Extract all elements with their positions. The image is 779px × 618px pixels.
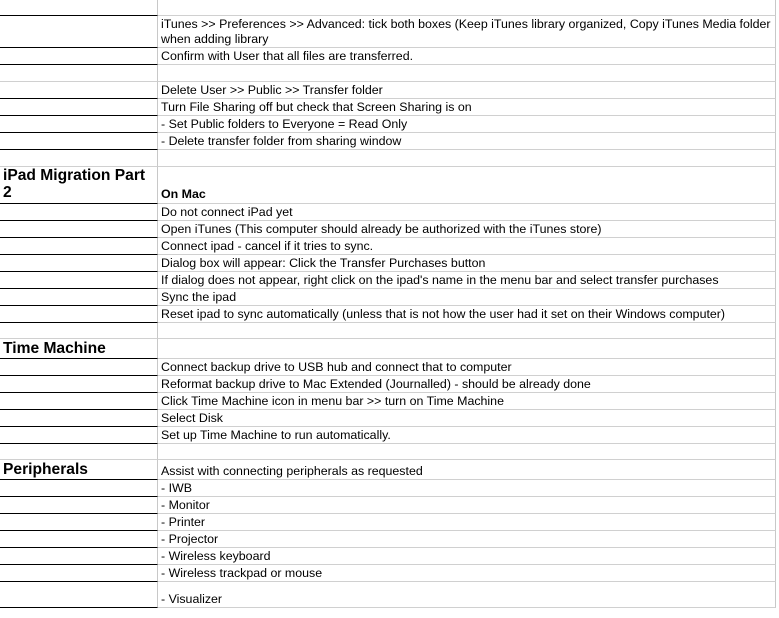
section-cell[interactable] [0,410,158,427]
step-cell[interactable] [158,480,776,497]
step-cell[interactable] [158,339,776,359]
table-row [0,531,779,548]
section-cell[interactable] [0,480,158,497]
section-cell[interactable] [0,548,158,565]
section-cell[interactable] [0,272,158,289]
step-text: Set up Time Machine to run automatically. [161,428,391,442]
table-row [0,376,779,393]
step-text: Dialog box will appear: Click the Transfer Purchases button [161,256,486,270]
step-cell[interactable] [158,167,776,204]
section-cell[interactable] [0,150,158,167]
step-cell[interactable] [158,221,776,238]
section-cell[interactable] [0,339,158,359]
section-heading: Peripherals [3,461,88,478]
step-cell[interactable] [158,514,776,531]
step-cell[interactable] [158,0,776,16]
section-cell[interactable] [0,238,158,255]
section-cell[interactable] [0,65,158,82]
table-row [0,167,779,204]
table-row [0,289,779,306]
step-cell[interactable] [158,289,776,306]
step-text: Click Time Machine icon in menu bar >> turn on Time Machine [161,394,504,408]
step-text: Connect ipad - cancel if it tries to sync. [161,239,374,253]
section-cell[interactable] [0,116,158,133]
table-row [0,238,779,255]
section-cell[interactable] [0,582,158,608]
step-cell[interactable] [158,116,776,133]
section-cell[interactable] [0,48,158,65]
table-row [0,339,779,359]
step-text: Assist with connecting peripherals as requested [161,464,423,478]
table-row [0,514,779,531]
table-row [0,116,779,133]
step-text: Confirm with User that all files are transferred. [161,49,414,63]
table-row [0,133,779,150]
section-cell[interactable] [0,497,158,514]
section-cell[interactable] [0,323,158,339]
section-cell[interactable] [0,427,158,444]
section-cell[interactable] [0,565,158,582]
step-cell[interactable] [158,238,776,255]
section-heading: Time Machine [3,340,106,357]
step-text: Delete User >> Public >> Transfer folder [161,83,383,97]
step-text: - Wireless keyboard [161,549,271,563]
step-cell[interactable] [158,323,776,339]
step-text: Select Disk [161,411,223,425]
table-row [0,204,779,221]
table-row [0,323,779,339]
step-text: Connect backup drive to USB hub and connect that to computer [161,360,512,374]
step-cell[interactable] [158,204,776,221]
step-cell[interactable] [158,82,776,99]
table-row [0,359,779,376]
table-row [0,150,779,167]
step-cell[interactable] [158,444,776,460]
step-cell[interactable] [158,460,776,480]
step-text: Reset ipad to sync automatically (unless that is not how the user had it set on their Windows computer) [161,307,726,321]
section-cell[interactable] [0,460,158,480]
table-row [0,82,779,99]
step-cell[interactable] [158,65,776,82]
table-row [0,548,779,565]
section-cell[interactable] [0,133,158,150]
step-text: - Visualizer [161,592,223,606]
table-row [0,444,779,460]
table-row [0,99,779,116]
section-cell[interactable] [0,359,158,376]
step-cell[interactable] [158,531,776,548]
section-cell[interactable] [0,531,158,548]
step-text: - IWB [161,481,192,495]
section-cell[interactable] [0,444,158,460]
section-cell[interactable] [0,167,158,204]
table-row [0,255,779,272]
step-cell[interactable] [158,48,776,65]
section-cell[interactable] [0,204,158,221]
section-heading: iPad Migration Part 2 [3,167,146,201]
step-cell[interactable] [158,427,776,444]
section-cell[interactable] [0,306,158,323]
step-text: iTunes >> Preferences >> Advanced: tick both boxes (Keep iTunes library organized, Copy iTunes Media folder when adding library [161,17,771,46]
step-text: - Monitor [161,498,210,512]
section-cell[interactable] [0,289,158,306]
step-text: - Delete transfer folder from sharing window [161,134,402,148]
table-row [0,427,779,444]
step-cell[interactable] [158,272,776,289]
section-cell[interactable] [0,16,158,48]
step-cell[interactable] [158,306,776,323]
section-cell[interactable] [0,221,158,238]
table-row [0,497,779,514]
subheading-text: On Mac [161,187,206,201]
step-cell[interactable] [158,393,776,410]
step-cell[interactable] [158,376,776,393]
step-cell[interactable] [158,99,776,116]
step-cell[interactable] [158,582,776,608]
step-cell[interactable] [158,565,776,582]
table-row [0,582,779,608]
table-row [0,393,779,410]
step-cell[interactable] [158,497,776,514]
table-row [0,565,779,582]
section-cell[interactable] [0,514,158,531]
step-cell[interactable] [158,410,776,427]
table-row [0,48,779,65]
step-text: If dialog does not appear, right click on the ipad's name in the menu bar and select transfer purchases [161,273,719,287]
step-text: - Set Public folders to Everyone = Read Only [161,117,408,131]
step-cell[interactable] [158,133,776,150]
step-text: - Projector [161,532,219,546]
step-cell[interactable] [158,16,776,48]
step-text: Turn File Sharing off but check that Screen Sharing is on [161,100,472,114]
step-cell[interactable] [158,150,776,167]
section-cell[interactable] [0,0,158,16]
table-row [0,480,779,497]
section-cell[interactable] [0,99,158,116]
step-cell[interactable] [158,548,776,565]
step-cell[interactable] [158,359,776,376]
step-text: - Printer [161,515,206,529]
table-row [0,0,779,16]
table-row [0,272,779,289]
table-row [0,410,779,427]
step-cell[interactable] [158,255,776,272]
step-text: Do not connect iPad yet [161,205,293,219]
step-text: - Wireless trackpad or mouse [161,566,323,580]
table-row [0,221,779,238]
section-cell[interactable] [0,376,158,393]
step-text: Sync the ipad [161,290,237,304]
step-text: Reformat backup drive to Mac Extended (Journalled) - should be already done [161,377,591,391]
table-row [0,460,779,480]
step-text: Open iTunes (This computer should already be authorized with the iTunes store) [161,222,602,236]
section-cell[interactable] [0,255,158,272]
table-row [0,65,779,82]
section-cell[interactable] [0,82,158,99]
table-row [0,306,779,323]
section-cell[interactable] [0,393,158,410]
table-row [0,16,779,48]
